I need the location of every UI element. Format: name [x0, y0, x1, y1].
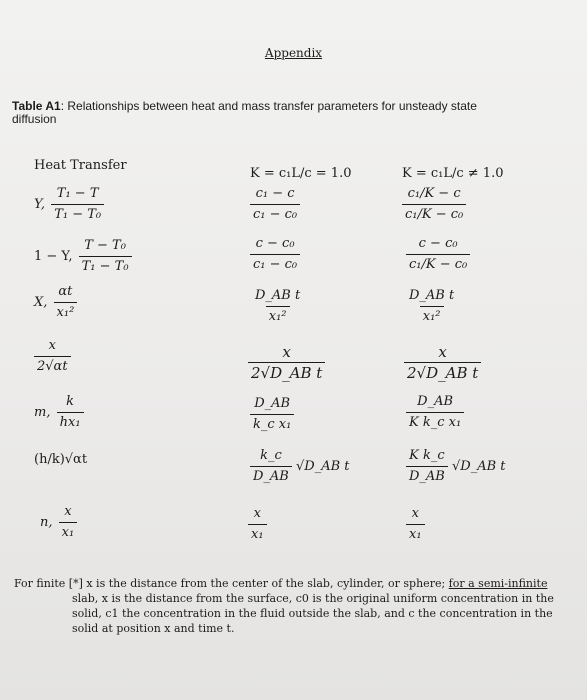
- row2-heat-numerator: T − T₀: [84, 238, 126, 253]
- row3-eq-denominator: x₁²: [266, 306, 290, 325]
- row5-ne-fraction: [406, 394, 464, 431]
- row2-k-equal: [250, 236, 300, 273]
- footnote-line3: solid, c1 the concentration in the fluid outside the slab, and c the concentration in the: [72, 607, 553, 620]
- row3-heat-fraction: [54, 284, 78, 321]
- row1-heat-numerator: T₁ − T: [56, 186, 99, 201]
- row5-heat-numerator: k: [66, 394, 75, 409]
- row7-heat-numerator: x: [64, 504, 72, 519]
- row7-ne-fraction: [406, 506, 425, 543]
- row4-eq-denominator: 2√D_AB t: [248, 362, 325, 381]
- row4-ne-fraction: [404, 344, 481, 381]
- column-header-k-equal: K = c₁L/c = 1.0: [250, 166, 352, 181]
- row1-label: Y,: [34, 197, 46, 212]
- row3-heat-numerator: αt: [58, 284, 73, 299]
- row1-ne-fraction: [402, 186, 466, 223]
- page-title: Appendix: [264, 46, 323, 60]
- row6-k-not-equal: [406, 448, 506, 485]
- row7-heat: [40, 504, 77, 541]
- row5-k-not-equal: [406, 394, 464, 431]
- footnote-line1: [14, 577, 547, 590]
- row7-ne-numerator: x: [411, 506, 419, 521]
- row7-label: n,: [40, 515, 53, 530]
- footnote-line4: solid at position x and time t.: [72, 622, 235, 635]
- footnote-line1-prefix: For finite [*] x is the distance from the center of the slab, cylinder, or sphere;: [14, 577, 449, 590]
- row5-k-equal: [250, 396, 294, 433]
- row2-eq-fraction: [250, 236, 300, 273]
- table-caption: [12, 100, 512, 126]
- row2-k-not-equal: [406, 236, 470, 273]
- row3-eq-numerator: D_AB t: [255, 288, 301, 303]
- row3-k-equal: [252, 288, 303, 325]
- row1-ne-numerator: c₁/K − c: [407, 186, 461, 201]
- row4-heat: [34, 338, 71, 375]
- row6-heat: (h/k)√αt: [34, 452, 88, 467]
- row1-heat-fraction: [51, 186, 104, 223]
- row2-heat-fraction: [79, 238, 132, 275]
- row4-ne-denominator: 2√D_AB t: [404, 362, 481, 381]
- row1-ne-denominator: c₁/K − c₀: [402, 204, 466, 223]
- row6-k-equal: [250, 448, 350, 485]
- row5-ne-denominator: K k_c x₁: [406, 412, 464, 431]
- row7-eq-fraction: [248, 506, 267, 543]
- row3-ne-denominator: x₁²: [420, 306, 444, 325]
- footnote: [14, 576, 554, 636]
- row6-eq-denominator: D_AB: [250, 466, 292, 485]
- row6-eq-sqrt-term: √D_AB t: [296, 459, 350, 474]
- row1-k-equal: [250, 186, 300, 223]
- row3-label: X,: [34, 295, 48, 310]
- row7-heat-denominator: x₁: [59, 522, 78, 541]
- row4-eq-numerator: x: [282, 343, 291, 361]
- row6-eq-fraction: [250, 448, 292, 485]
- row6-ne-denominator: D_AB: [406, 466, 448, 485]
- row1-eq-denominator: c₁ − c₀: [250, 204, 300, 223]
- row2-eq-numerator: c − c₀: [255, 236, 295, 251]
- row5-eq-fraction: [250, 396, 294, 433]
- row3-eq-fraction: [252, 288, 303, 325]
- row2-ne-numerator: c − c₀: [418, 236, 458, 251]
- row5-eq-denominator: k_c x₁: [250, 414, 294, 433]
- row4-k-not-equal: [404, 344, 481, 381]
- row7-k-not-equal: [406, 506, 425, 543]
- row5-label: m,: [34, 405, 51, 420]
- row1-heat-denominator: T₁ − T₀: [51, 204, 104, 223]
- row7-heat-fraction: [59, 504, 78, 541]
- row5-heat-denominator: hx₁: [57, 412, 84, 431]
- row6-eq-numerator: k_c: [260, 448, 282, 463]
- row1-heat: [34, 186, 104, 223]
- row5-eq-numerator: D_AB: [254, 396, 291, 411]
- row4-ne-numerator: x: [438, 343, 447, 361]
- footnote-line2: slab, x is the distance from the surface, c0 is the original uniform concentration in the: [72, 592, 554, 605]
- row6-ne-fraction: [406, 448, 448, 485]
- row7-eq-numerator: x: [253, 506, 261, 521]
- row2-eq-denominator: c₁ − c₀: [250, 254, 300, 273]
- row6-ne-sqrt-term: √D_AB t: [452, 459, 506, 474]
- table-caption-label: Table A1: [12, 99, 61, 113]
- row5-heat: [34, 394, 84, 431]
- row2-ne-fraction: [406, 236, 470, 273]
- row3-heat-denominator: x₁²: [54, 302, 78, 321]
- row4-heat-fraction: [34, 338, 71, 375]
- row2-heat: [34, 238, 132, 275]
- row7-eq-denominator: x₁: [248, 524, 267, 543]
- row7-ne-denominator: x₁: [406, 524, 425, 543]
- row4-heat-numerator: x: [48, 338, 56, 353]
- column-header-heat: Heat Transfer: [34, 158, 127, 173]
- table-caption-text: : Relationships between heat and mass transfer parameters for unsteady state diffusion: [12, 99, 477, 126]
- row7-k-equal: [248, 506, 267, 543]
- row6-ne-numerator: K k_c: [409, 448, 445, 463]
- row3-k-not-equal: [406, 288, 457, 325]
- column-header-k-not-equal: K = c₁L/c ≠ 1.0: [402, 166, 504, 181]
- row1-eq-numerator: c₁ − c: [255, 186, 295, 201]
- row1-k-not-equal: [402, 186, 466, 223]
- row3-ne-numerator: D_AB t: [409, 288, 455, 303]
- row3-ne-fraction: [406, 288, 457, 325]
- row3-heat: [34, 284, 77, 321]
- footnote-line1-underlined: for a semi-infinite: [448, 577, 548, 590]
- row4-heat-denominator: 2√αt: [34, 356, 71, 375]
- row4-k-equal: [248, 344, 325, 381]
- row4-eq-fraction: [248, 344, 325, 381]
- row2-label: 1 − Y,: [34, 249, 73, 264]
- row5-ne-numerator: D_AB: [417, 394, 454, 409]
- row2-heat-denominator: T₁ − T₀: [79, 256, 132, 275]
- row2-ne-denominator: c₁/K − c₀: [406, 254, 470, 273]
- row1-eq-fraction: [250, 186, 300, 223]
- row5-heat-fraction: [57, 394, 84, 431]
